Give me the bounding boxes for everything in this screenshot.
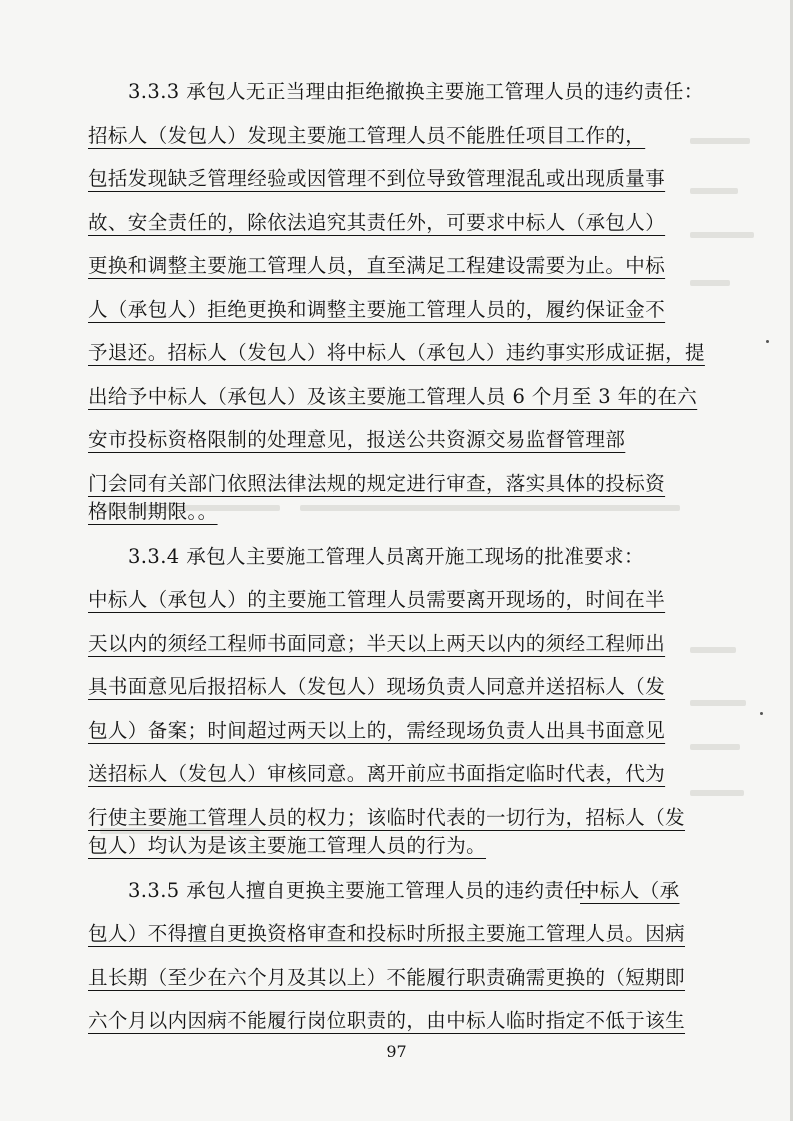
bleed-through-mark — [690, 700, 746, 706]
clause-text-line: 天以内的须经工程师书面同意；半天以上两天以内的须经工程师出 — [88, 632, 666, 655]
clause-text-line: 故、安全责任的，除依法追究其责任外，可要求中标人（承包人） — [88, 211, 666, 234]
clause-3-3-3-heading: 3.3.3 承包人无正当理由拒绝撤换主要施工管理人员的违约责任： — [128, 80, 704, 103]
clause-text-line: 招标人（发包人）发现主要施工管理人员不能胜任项目工作的， — [88, 124, 646, 147]
clause-text-line: 包人）均认为是该主要施工管理人员的行为。 — [88, 834, 487, 857]
clause-text-line: 包括发现缺乏管理经验或因管理不到位导致管理混乱或出现质量事 — [88, 167, 666, 190]
clause-text-line: 人（承包人）拒绝更换和调整主要施工管理人员的，履约保证金不 — [88, 298, 666, 321]
clause-text-line: 门会同有关部门依照法律法规的规定进行审查，落实具体的投标资 — [88, 472, 666, 495]
clause-text-line: 予退还。招标人（发包人）将中标人（承包人）违约事实形成证据，提 — [88, 341, 705, 364]
clause-text-line: 具书面意见后报招标人（发包人）现场负责人同意并送招标人（发 — [88, 675, 666, 698]
clause-text-line: 格限制期限。。 — [88, 500, 218, 523]
clause-text-line: 中标人（承 — [580, 879, 680, 902]
bleed-through-mark — [690, 188, 738, 194]
bleed-through-mark — [690, 138, 750, 144]
clause-3-3-4-heading: 3.3.4 承包人主要施工管理人员离开施工现场的批准要求： — [128, 545, 644, 568]
scan-speck — [760, 712, 763, 715]
scan-speck — [766, 340, 769, 343]
clause-text-line: 中标人（承包人）的主要施工管理人员需要离开现场的，时间在半 — [88, 588, 666, 611]
clause-text-line: 出给予中标人（承包人）及该主要施工管理人员 6 个月至 3 年的在六 — [88, 385, 698, 408]
bleed-through-mark — [300, 505, 680, 511]
clause-3-3-5-heading: 3.3.5 承包人擅自更换主要施工管理人员的违约责任： — [128, 879, 605, 902]
clause-text-line: 六个月以内因病不能履行岗位职责的，由中标人临时指定不低于该生 — [88, 1009, 686, 1032]
clause-text-line: 包人）不得擅自更换资格审查和投标时所报主要施工管理人员。因病 — [88, 922, 686, 945]
clause-text-line: 包人）备案；时间超过两天以上的，需经现场负责人出具书面意见 — [88, 719, 666, 742]
clause-text-line: 安市投标资格限制的处理意见，报送公共资源交易监督管理部 — [88, 428, 626, 451]
bleed-through-mark — [690, 232, 754, 238]
page-number: 97 — [386, 1042, 407, 1061]
bleed-through-mark — [690, 744, 740, 750]
bleed-through-mark — [690, 280, 730, 286]
clause-text-line: 行使主要施工管理人员的权力；该临时代表的一切行为，招标人（发 — [88, 806, 686, 829]
clause-text-line: 送招标人（发包人）审核同意。离开前应书面指定临时代表，代为 — [88, 762, 666, 785]
bleed-through-mark — [690, 647, 736, 653]
clause-text-line: 更换和调整主要施工管理人员，直至满足工程建设需要为止。中标 — [88, 254, 666, 277]
bleed-through-mark — [690, 790, 744, 796]
clause-text-line: 且长期（至少在六个月及其以上）不能履行职责确需更换的（短期即 — [88, 966, 686, 989]
